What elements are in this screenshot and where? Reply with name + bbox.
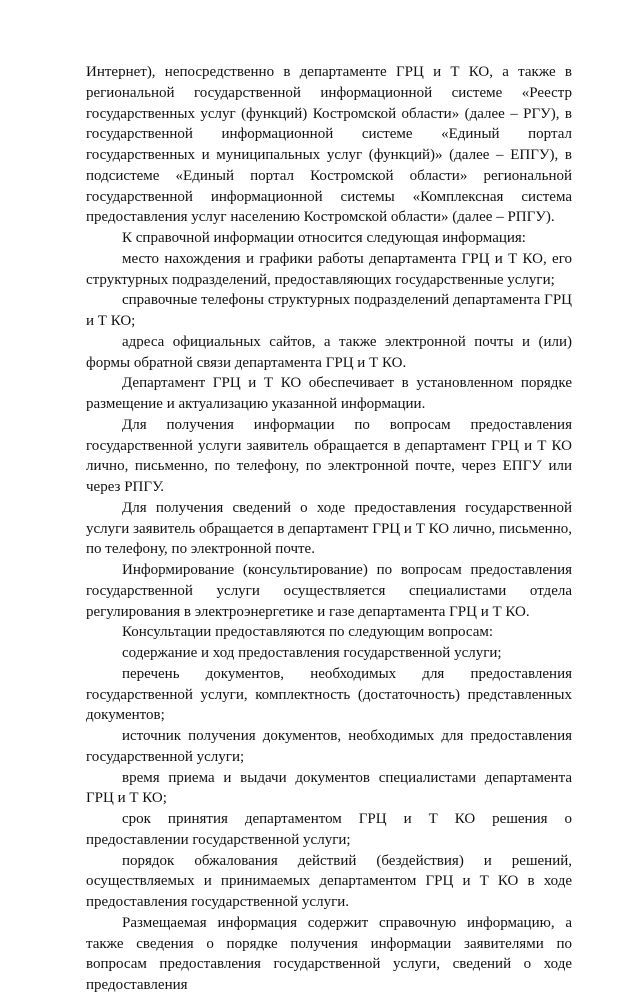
paragraph-8: Для получения сведений о ходе предоставления государственной услуги заявитель обращается в департамент ГРЦ и Т КО лично, письменно, по телефону, по электронной почте. (86, 499, 572, 558)
paragraph-7: Для получения информации по вопросам предоставления государственной услуги заявитель обращается в департамент ГРЦ и Т КО лично, письменно, по телефону, по электронной почте, через ЕПГУ или через РПГУ. (86, 416, 572, 495)
paragraph-14: время приема и выдачи документов специалистами департамента ГРЦ и Т КО; (86, 769, 572, 807)
paragraph-17: Размещаемая информация содержит справочную информацию, а также сведения о порядке получения информации заявителями по вопросам предоставления государственной услуги, сведений о ходе предоставления (86, 914, 572, 993)
paragraph-11: содержание и ход предоставления государственной услуги; (122, 645, 502, 661)
paragraph-6: Департамент ГРЦ и Т КО обеспечивает в установленном порядке размещение и актуализацию указанной информации. (86, 375, 572, 412)
paragraph-5: адреса официальных сайтов, а также электронной почты и (или) формы обратной связи департамента ГРЦ и Т КО. (86, 333, 572, 371)
document-body (86, 62, 572, 996)
paragraph-4: справочные телефоны структурных подразделений департамента ГРЦ и Т КО; (86, 292, 572, 329)
paragraph-9: Информирование (консультирование) по вопросам предоставления государственной услуги осуществляется специалистами отдела регулирования в электроэнергетике и газе департамента ГРЦ и Т КО. (86, 562, 572, 620)
paragraph-13: источник получения документов, необходимых для предоставления государственной услуги; (86, 728, 572, 765)
paragraph-10: Консультации предоставляются по следующим вопросам: (122, 624, 494, 641)
paragraph-12: перечень документов, необходимых для предоставления государственной услуги, комплектность (достаточность) представленных документов; (86, 665, 572, 724)
paragraph-2: К справочной информации относится следующая информация: (122, 230, 526, 246)
paragraph-15: срок принятия департаментом ГРЦ и Т КО решения о предоставлении государственной услуги; (86, 811, 572, 848)
paragraph-16: порядок обжалования действий (бездействия) и решений, осуществляемых и принимаемых департаментом ГРЦ и Т КО в ходе предоставления государственной услуги. (86, 852, 572, 910)
paragraph-1: Интернет), непосредственно в департаменте ГРЦ и Т КО, а также в региональной государственной информационной системе «Реестр государственных услуг (функций) Костромской области» (далее – РГУ), в государственной информационной системе «Единый портал государственных и муниципальных услуг (функций)» (далее – ЕПГУ), в подсистеме «Единый портал Костромской области» региональной государственной информационной системы «Комплексная система предоставления услуг населению Костромской области» (далее – РПГУ). (86, 64, 572, 226)
paragraph-3: место нахождения и графики работы департамента ГРЦ и Т КО, его структурных подразделений, предоставляющих государственные услуги; (86, 250, 572, 288)
